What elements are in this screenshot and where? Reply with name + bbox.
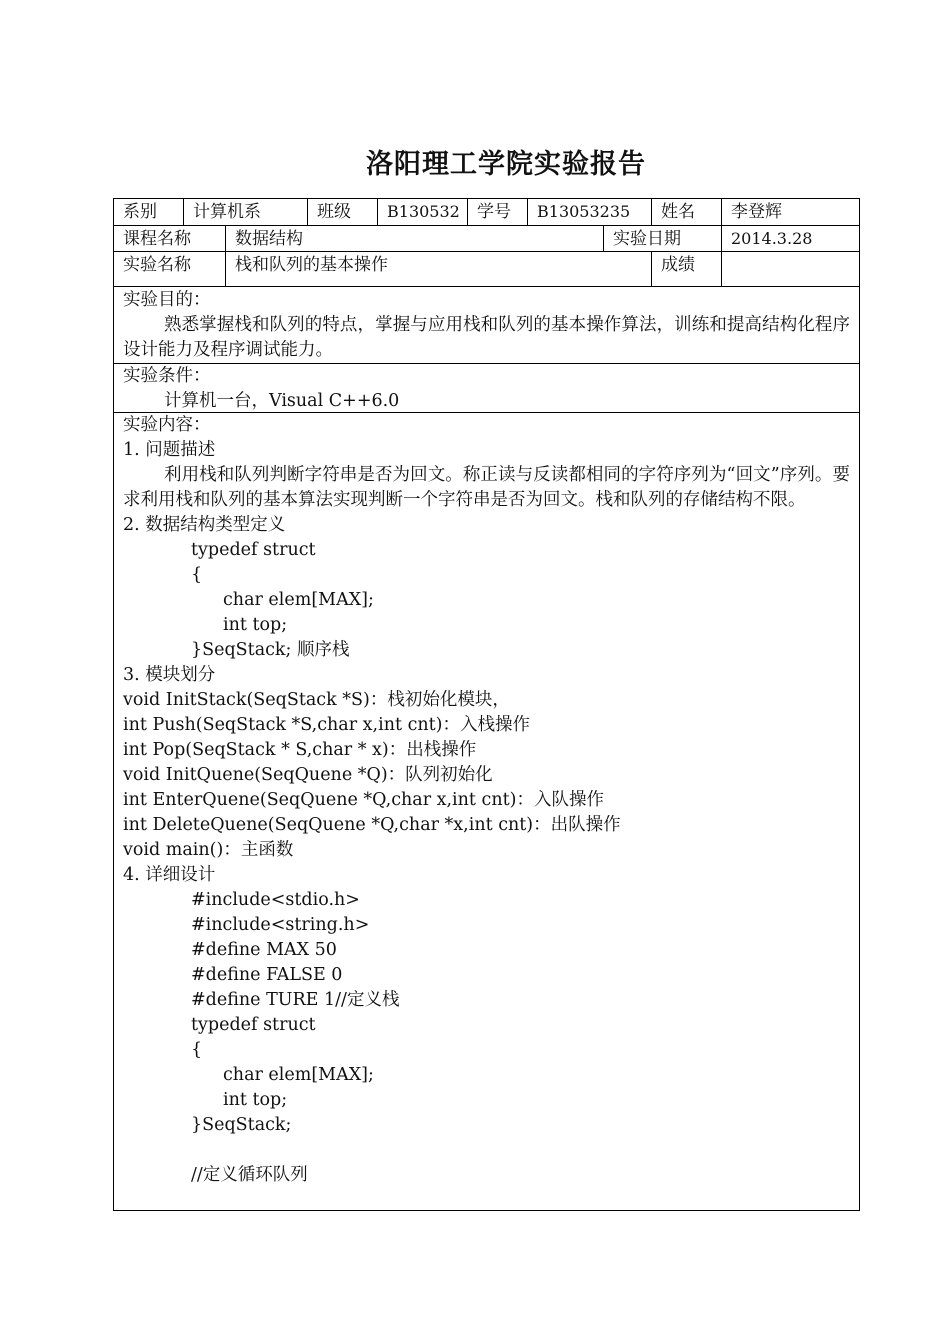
info-row-2 [114, 226, 859, 252]
code-line: int top; [223, 615, 288, 635]
dept-label: 系别 [114, 199, 184, 225]
info-row-1 [114, 199, 859, 226]
experiment-value: 栈和队列的基本操作 [226, 252, 652, 286]
purpose-section [114, 287, 859, 364]
purpose-text: 熟悉掌握栈和队列的特点，掌握与应用栈和队列的基本操作算法，训练和提高结构化程序设计能力及程序调试能力。 [123, 315, 850, 360]
module-line: int Push(SeqStack *S,char x,int cnt)：入栈操作 [123, 715, 530, 735]
code-line: int top; [223, 1090, 288, 1110]
content-section [114, 413, 859, 1210]
name-label: 姓名 [652, 199, 722, 225]
code-line: #define TURE 1//定义栈 [191, 990, 400, 1010]
code-line: }SeqStack; 顺序栈 [191, 640, 350, 660]
report-title: 洛阳理工学院实验报告 [366, 149, 646, 180]
section-2-title: 2. 数据结构类型定义 [123, 515, 286, 535]
info-row-3 [114, 252, 859, 287]
course-value: 数据结构 [226, 226, 604, 251]
code-line: { [191, 565, 203, 585]
code-line: #include<stdio.h> [191, 890, 360, 910]
dept-value: 计算机系 [184, 199, 308, 225]
experiment-label: 实验名称 [114, 252, 226, 286]
conditions-heading: 实验条件： [123, 366, 211, 386]
conditions-text: 计算机一台，Visual C++6.0 [164, 391, 400, 411]
grade-label: 成绩 [652, 252, 722, 286]
code-line: char elem[MAX]; [223, 590, 374, 610]
section-1-text: 利用栈和队列判断字符串是否为回文。称正读与反读都相同的字符序列为“回文”序列。要求利用栈和队列的基本算法实现判断一个字符串是否为回文。栈和队列的存储结构不限。 [123, 465, 850, 510]
date-label: 实验日期 [604, 226, 722, 251]
section-4-title: 4. 详细设计 [123, 865, 216, 885]
code-line: //定义循环队列 [191, 1165, 308, 1185]
module-line: int Pop(SeqStack * S,char * x)：出栈操作 [123, 740, 477, 760]
module-line: void InitQuene(SeqQuene *Q)：队列初始化 [123, 765, 493, 785]
course-label: 课程名称 [114, 226, 226, 251]
code-line: #define FALSE 0 [191, 965, 343, 985]
code-line: #define MAX 50 [191, 940, 337, 960]
section-1-title: 1. 问题描述 [123, 440, 216, 460]
code-line: }SeqStack; [191, 1115, 292, 1135]
report-form [113, 198, 860, 1211]
code-line: #include<string.h> [191, 915, 370, 935]
code-line: { [191, 1040, 203, 1060]
class-value: B130532 [378, 199, 468, 225]
content-heading: 实验内容： [123, 415, 211, 435]
module-line: int EnterQuene(SeqQuene *Q,char x,int cnt)：入队操作 [123, 790, 604, 810]
purpose-heading: 实验目的： [123, 290, 211, 310]
module-line: int DeleteQuene(SeqQuene *Q,char *x,int cnt)：出队操作 [123, 815, 621, 835]
module-line: void InitStack(SeqStack *S)：栈初始化模块， [123, 690, 510, 710]
code-line: char elem[MAX]; [223, 1065, 374, 1085]
module-line: void main()：主函数 [123, 840, 294, 860]
name-value: 李登辉 [731, 202, 782, 222]
conditions-section [114, 364, 859, 413]
id-label: 学号 [468, 199, 528, 225]
code-line: typedef struct [191, 540, 316, 560]
id-value: B13053235 [528, 199, 652, 225]
class-label: 班级 [308, 199, 378, 225]
grade-value [722, 252, 859, 286]
section-3-title: 3. 模块划分 [123, 665, 216, 685]
date-value: 2014.3.28 [731, 229, 813, 248]
code-line: typedef struct [191, 1015, 316, 1035]
code-line [123, 1138, 850, 1163]
